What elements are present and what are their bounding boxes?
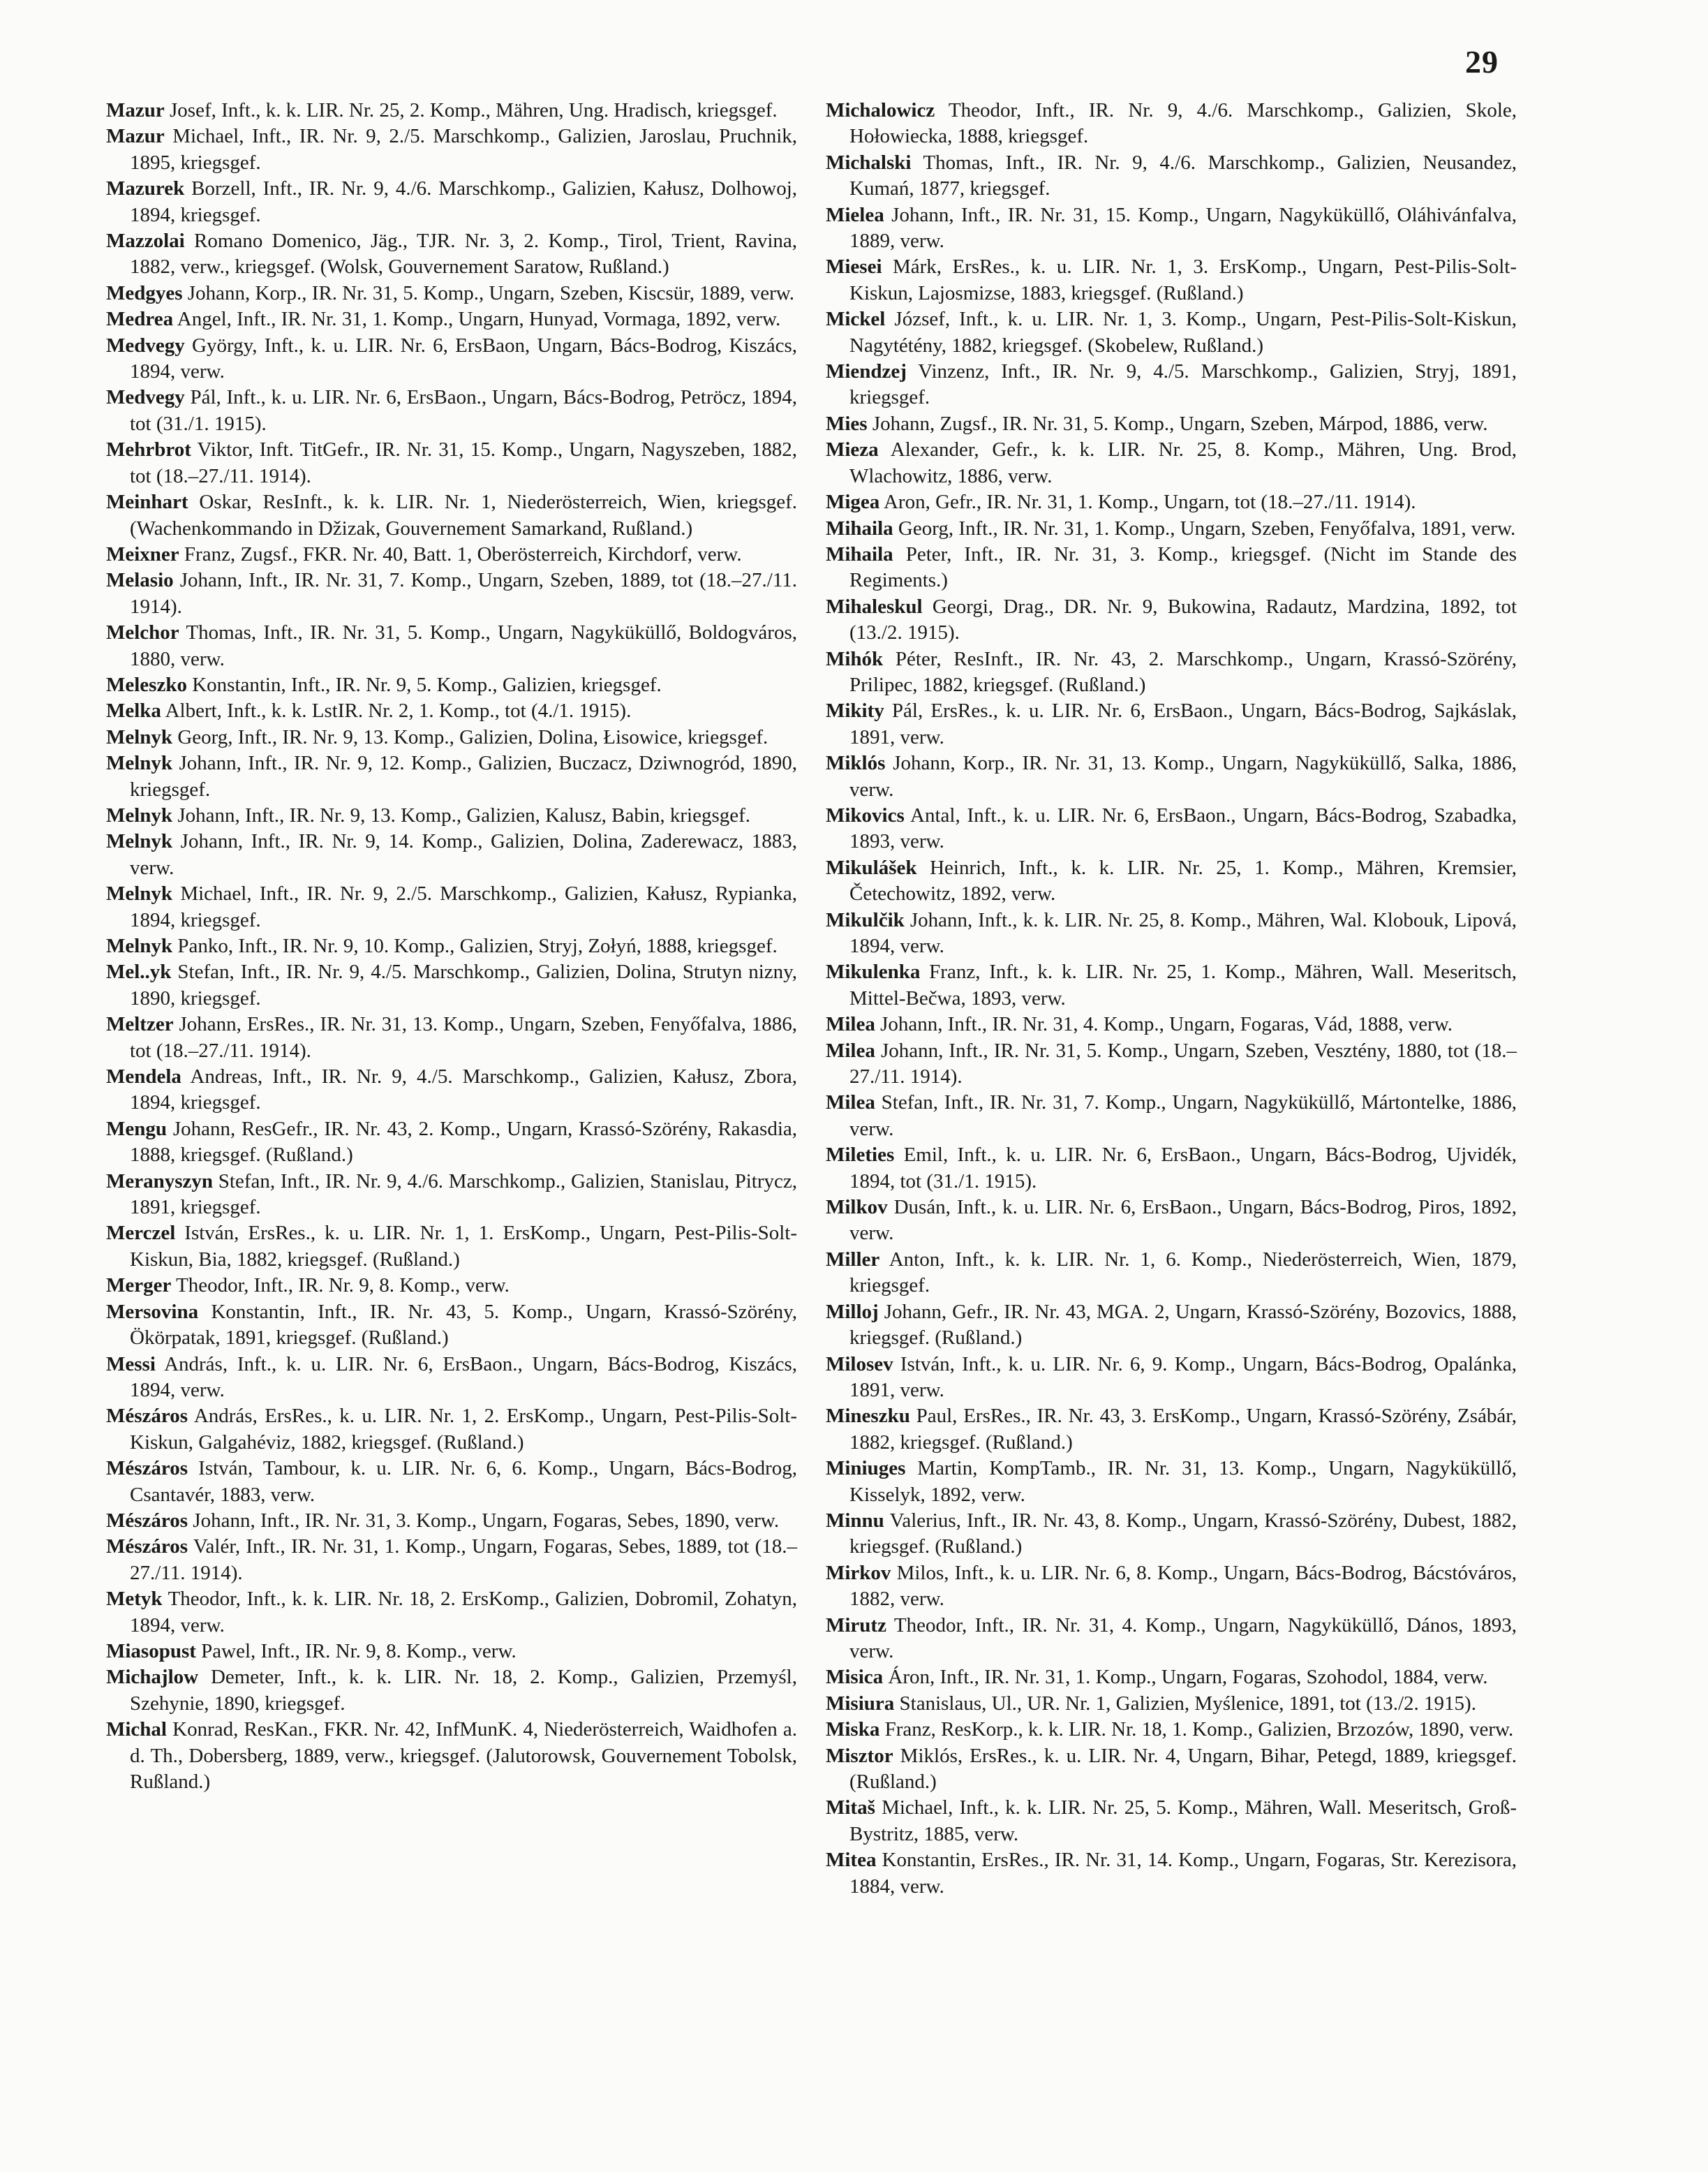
entry-details: Theodor, Inft., IR. Nr. 31, 4. Komp., Ungarn, Nagyküküllő, Dános, 1893, verw.: [849, 1613, 1517, 1662]
entry-details: Johann, Gefr., IR. Nr. 43, MGA. 2, Ungarn, Krassó-Szörény, Bozovics, 1888, kriegsgef. (Rußland.): [849, 1300, 1517, 1350]
entry-details: Pál, ErsRes., k. u. LIR. Nr. 6, ErsBaon., Ungarn, Bács-Bodrog, Sajkáslak, 1891, verw.: [849, 700, 1517, 748]
entry-surname: Mickel: [826, 308, 886, 331]
list-entry: [106, 1352, 797, 1404]
entry-surname: Mihaleskul: [826, 595, 923, 618]
entry-surname: Mersovina: [106, 1300, 199, 1323]
entry-details: Paul, ErsRes., IR. Nr. 43, 3. ErsKomp., Ungarn, Krassó-Szörény, Zsábár, 1882, kriegsgef. (Rußland.): [849, 1405, 1517, 1454]
list-entry: [826, 254, 1517, 306]
entry-surname: Meranyszyn: [106, 1169, 214, 1192]
entry-surname: Migea: [826, 491, 880, 514]
entry-details: Konstantin, Inft., IR. Nr. 9, 5. Komp., Galizien, kriegsgef.: [192, 673, 662, 696]
entry-surname: Mitaš: [826, 1796, 875, 1819]
entry-details: Michael, Inft., IR. Nr. 9, 2./5. Marschkomp., Galizien, Jaroslau, Pruchnik, 1895, kriegsgef.: [130, 125, 798, 174]
list-entry: [826, 1847, 1517, 1900]
right-column: [826, 98, 1517, 1900]
list-entry: [106, 124, 797, 176]
entry-details: Borzell, Inft., IR. Nr. 9, 4./6. Marschkomp., Galizien, Kałusz, Dolhowoj, 1894, kriegsgef.: [130, 177, 798, 226]
entry-details: Aron, Gefr., IR. Nr. 31, 1. Komp., Ungarn, tot (18.–27./11. 1914).: [883, 491, 1416, 514]
list-entry: [106, 176, 797, 228]
entry-surname: Michalowicz: [826, 99, 935, 121]
entry-surname: Miklós: [826, 752, 886, 775]
list-entry: [826, 1664, 1517, 1690]
entry-details: Johann, Zugsf., IR. Nr. 31, 5. Komp., Ungarn, Szeben, Márpod, 1886, verw.: [872, 412, 1488, 435]
entry-surname: Merger: [106, 1274, 172, 1297]
entry-details: Stefan, Inft., IR. Nr. 9, 4./6. Marschkomp., Galizien, Stanislau, Pitrycz, 1891, kriegsgef.: [130, 1169, 797, 1219]
entry-details: Andreas, Inft., IR. Nr. 9, 4./5. Marschkomp., Galizien, Kałusz, Zbora, 1894, kriegsgef.: [130, 1065, 797, 1114]
list-entry: [826, 698, 1517, 751]
list-entry: [826, 306, 1517, 359]
entry-details: András, Inft., k. u. LIR. Nr. 6, ErsBaon., Ungarn, Bács-Bodrog, Kiszács, 1894, verw.: [130, 1352, 797, 1401]
entry-details: Konrad, ResKan., FKR. Nr. 42, InfMunK. 4, Niederösterreich, Waidhofen a. d. Th., Dobersberg, 1889, verw., kriegsgef. (Jalutorowsk, Gouvernement Tobolsk, Rußland.): [130, 1718, 798, 1793]
entry-details: Thomas, Inft., IR. Nr. 31, 5. Komp., Ungarn, Nagyküküllő, Boldogváros, 1880, verw.: [130, 621, 797, 670]
entry-details: Emil, Inft., k. u. LIR. Nr. 6, ErsBaon., Ungarn, Bács-Bodrog, Ujvidék, 1894, tot (31./1. 1915).: [849, 1144, 1517, 1192]
list-entry: [106, 803, 797, 829]
list-entry: [826, 150, 1517, 202]
list-entry: [106, 1116, 797, 1169]
entry-surname: Milloj: [826, 1300, 879, 1323]
entry-surname: Melnyk: [106, 935, 173, 957]
entry-surname: Meleszko: [106, 673, 187, 696]
entry-surname: Miendzej: [826, 360, 907, 383]
entry-surname: Mészáros: [106, 1509, 188, 1532]
list-entry: [826, 1691, 1517, 1717]
entry-details: Peter, Inft., IR. Nr. 31, 3. Komp., kriegsgef. (Nicht im Stande des Regiments.): [849, 542, 1517, 592]
list-entry: [106, 1220, 797, 1273]
entry-surname: Mészáros: [106, 1535, 188, 1558]
list-entry: [106, 1456, 797, 1508]
entry-surname: Mazur: [106, 99, 165, 121]
entry-details: Albert, Inft., k. k. LstIR. Nr. 2, 1. Komp., tot (4./1. 1915).: [165, 700, 632, 723]
list-entry: [106, 1064, 797, 1116]
entry-details: Miklós, ErsRes., k. u. LIR. Nr. 4, Ungarn, Bihar, Petegd, 1889, kriegsgef. (Rußland.): [849, 1744, 1517, 1793]
entry-surname: Mikulenka: [826, 961, 921, 984]
list-entry: [826, 1090, 1517, 1142]
entry-surname: Medrea: [106, 308, 174, 331]
entry-surname: Mazzolai: [106, 230, 185, 253]
entry-details: István, Tambour, k. u. LIR. Nr. 6, 6. Komp., Ungarn, Bács-Bodrog, Csantavér, 1883, verw.: [130, 1457, 797, 1506]
entry-surname: Miesei: [826, 256, 882, 279]
list-entry: [826, 803, 1517, 855]
entry-surname: Miska: [826, 1718, 880, 1741]
entry-details: Dusán, Inft., k. u. LIR. Nr. 6, ErsBaon., Ungarn, Bács-Bodrog, Piros, 1892, verw.: [849, 1196, 1517, 1245]
entry-details: Pawel, Inft., IR. Nr. 9, 8. Komp., verw.: [201, 1639, 517, 1662]
entry-surname: Milea: [826, 1091, 875, 1114]
entry-details: Péter, ResInft., IR. Nr. 43, 2. Marschkomp., Ungarn, Krassó-Szörény, Prilipec, 1882, kriegsgef. (Rußland.): [849, 647, 1517, 696]
list-entry: [826, 411, 1517, 437]
list-entry: [106, 1508, 797, 1534]
entry-details: Johann, Inft., IR. Nr. 9, 14. Komp., Galizien, Dolina, Zaderewacz, 1883, verw.: [130, 830, 798, 879]
list-entry: [826, 1795, 1517, 1847]
entry-surname: Minnu: [826, 1509, 884, 1532]
list-entry: [826, 1195, 1517, 1247]
entry-surname: Misiura: [826, 1692, 895, 1715]
entry-surname: Melnyk: [106, 752, 173, 775]
entry-details: Georg, Inft., IR. Nr. 31, 1. Komp., Ungarn, Szeben, Fenyőfalva, 1891, verw.: [898, 517, 1516, 540]
entry-details: Stefan, Inft., IR. Nr. 9, 4./5. Marschkomp., Galizien, Dolina, Strutyn nizny, 1890, kriegsgef.: [130, 961, 797, 1010]
entry-surname: Mendela: [106, 1065, 181, 1088]
list-entry: [106, 98, 797, 124]
list-entry: [826, 1613, 1517, 1665]
entry-surname: Melasio: [106, 569, 174, 592]
list-entry: [826, 98, 1517, 150]
entry-surname: Melchor: [106, 621, 179, 644]
list-entry: [106, 1169, 797, 1221]
list-entry: [106, 281, 797, 306]
list-entry: [826, 594, 1517, 647]
entry-details: Johann, Inft., IR. Nr. 31, 5. Komp., Ungarn, Szeben, Vesztény, 1880, tot (18.–27./11. 1914).: [849, 1039, 1517, 1088]
entry-surname: Medvegy: [106, 386, 185, 409]
list-entry: [826, 1352, 1517, 1404]
list-entry: [106, 620, 797, 672]
entry-surname: Mies: [826, 412, 868, 435]
list-entry: [106, 333, 797, 385]
entry-surname: Merczel: [106, 1222, 176, 1245]
list-entry: [106, 829, 797, 881]
entry-details: György, Inft., k. u. LIR. Nr. 6, ErsBaon, Ungarn, Bács-Bodrog, Kiszács, 1894, verw.: [130, 334, 797, 383]
entry-details: Michael, Inft., IR. Nr. 9, 2./5. Marschkomp., Galizien, Kałusz, Rypianka, 1894, kriegsgef.: [130, 882, 797, 931]
entry-details: Michael, Inft., k. k. LIR. Nr. 25, 5. Komp., Mähren, Wall. Meseritsch, Groß-Bystritz, 1885, verw.: [849, 1796, 1517, 1845]
entry-details: Alexander, Gefr., k. k. LIR. Nr. 25, 8. Komp., Mähren, Ung. Brod, Wlachowitz, 1886, verw.: [849, 438, 1517, 487]
entry-surname: Mazurek: [106, 177, 185, 200]
entry-surname: Mészáros: [106, 1457, 188, 1480]
list-entry: [826, 1403, 1517, 1456]
list-entry: [106, 228, 797, 281]
entry-surname: Michal: [106, 1718, 167, 1741]
entry-surname: Melka: [106, 700, 161, 723]
list-entry: [106, 1586, 797, 1639]
entry-details: Konstantin, Inft., IR. Nr. 43, 5. Komp., Ungarn, Krassó-Szörény, Ökörpatak, 1891, kriegsgef. (Rußland.): [130, 1300, 798, 1350]
entry-surname: Mileties: [826, 1144, 895, 1167]
entry-surname: Milkov: [826, 1196, 888, 1219]
entry-surname: Messi: [106, 1352, 156, 1375]
entry-details: Valerius, Inft., IR. Nr. 43, 8. Komp., Ungarn, Krassó-Szörény, Dubest, 1882, kriegsgef. (Rußland.): [849, 1509, 1517, 1558]
entry-details: Johann, Inft., IR. Nr. 31, 15. Komp., Ungarn, Nagyküküllő, Oláhivánfalva, 1889, verw.: [849, 203, 1517, 253]
entry-surname: Melnyk: [106, 830, 173, 853]
entry-surname: Mielea: [826, 203, 884, 226]
entry-details: Milos, Inft., k. u. LIR. Nr. 6, 8. Komp., Ungarn, Bács-Bodrog, Bácstóváros, 1882, verw.: [849, 1561, 1517, 1611]
entry-surname: Mikulčik: [826, 908, 905, 931]
entry-details: Viktor, Inft. TitGefr., IR. Nr. 31, 15. Komp., Ungarn, Nagyszeben, 1882, tot (18.–27./11. 1914).: [130, 438, 797, 487]
page-number: 29: [1465, 44, 1499, 80]
entry-details: Panko, Inft., IR. Nr. 9, 10. Komp., Galizien, Stryj, Zołyń, 1888, kriegsgef.: [177, 935, 778, 957]
entry-details: Anton, Inft., k. k. LIR. Nr. 1, 6. Komp., Niederösterreich, Wien, 1879, kriegsgef.: [849, 1248, 1517, 1297]
list-entry: [826, 647, 1517, 699]
list-entry: [106, 1664, 797, 1717]
list-entry: [826, 489, 1517, 515]
entry-details: Johann, Inft., IR. Nr. 9, 13. Komp., Galizien, Kalusz, Babin, kriegsgef.: [177, 804, 751, 827]
entry-details: Oskar, ResInft., k. k. LIR. Nr. 1, Niederösterreich, Wien, kriegsgef. (Wachenkommando in Džizak, Gouvernement Samarkand, Rußland.): [130, 491, 797, 540]
entry-surname: Mihaila: [826, 542, 893, 566]
entry-surname: Milea: [826, 1039, 875, 1062]
entry-details: Johann, ResGefr., IR. Nr. 43, 2. Komp., Ungarn, Krassó-Szörény, Rakasdia, 1888, kriegsgef. (Rußland.): [130, 1117, 798, 1167]
entry-surname: Misztor: [826, 1744, 893, 1767]
entry-surname: Medgyes: [106, 281, 183, 304]
entry-surname: Meltzer: [106, 1013, 174, 1036]
entry-details: Johann, Inft., k. k. LIR. Nr. 25, 8. Komp., Mähren, Wal. Klobouk, Lipová, 1894, verw.: [849, 908, 1517, 957]
entry-details: Antal, Inft., k. u. LIR. Nr. 6, ErsBaon., Ungarn, Bács-Bodrog, Szabadka, 1893, verw.: [849, 804, 1517, 853]
list-entry: [826, 1247, 1517, 1299]
entry-surname: Meinhart: [106, 491, 188, 514]
list-entry: [826, 751, 1517, 803]
entry-surname: Melnyk: [106, 804, 173, 827]
list-entry: [106, 881, 797, 933]
list-entry: [106, 568, 797, 620]
entry-details: Vinzenz, Inft., IR. Nr. 9, 4./5. Marschkomp., Galizien, Stryj, 1891, kriegsgef.: [849, 360, 1517, 409]
list-entry: [106, 1273, 797, 1299]
list-entry: [826, 1038, 1517, 1091]
entry-details: István, Inft., k. u. LIR. Nr. 6, 9. Komp., Ungarn, Bács-Bodrog, Opalánka, 1891, verw.: [849, 1352, 1517, 1401]
entry-surname: Mészáros: [106, 1405, 188, 1428]
entry-details: Josef, Inft., k. k. LIR. Nr. 25, 2. Komp., Mähren, Ung. Hradisch, kriegsgef.: [170, 99, 778, 121]
entry-surname: Miller: [826, 1248, 880, 1271]
entry-surname: Metyk: [106, 1588, 163, 1611]
entry-details: Georg, Inft., IR. Nr. 9, 13. Komp., Galizien, Dolina, Łisowice, kriegsgef.: [177, 725, 768, 748]
entry-details: Franz, ResKorp., k. k. LIR. Nr. 18, 1. Komp., Galizien, Brzozów, 1890, verw.: [884, 1718, 1514, 1741]
list-entry: [826, 908, 1517, 960]
entry-details: Pál, Inft., k. u. LIR. Nr. 6, ErsBaon., Ungarn, Bács-Bodrog, Petröcz, 1894, tot (31./1. 1915).: [130, 386, 797, 435]
list-entry: [826, 437, 1517, 489]
list-entry: [826, 1012, 1517, 1037]
entry-details: Márk, ErsRes., k. u. LIR. Nr. 1, 3. ErsKomp., Ungarn, Pest-Pilis-Solt-Kiskun, Lajosmizse, 1883, kriegsgef. (Rußland.): [849, 256, 1517, 304]
list-entry: [826, 1743, 1517, 1796]
list-entry: [106, 1403, 797, 1456]
entry-surname: Milea: [826, 1013, 875, 1036]
entry-details: Johann, Korp., IR. Nr. 31, 13. Komp., Ungarn, Nagyküküllő, Salka, 1886, verw.: [849, 752, 1517, 801]
entry-surname: Mikity: [826, 700, 884, 723]
entry-surname: Mirkov: [826, 1561, 891, 1584]
list-entry: [106, 437, 797, 489]
entry-surname: Michajlow: [106, 1666, 199, 1689]
entry-details: Konstantin, ErsRes., IR. Nr. 31, 14. Komp., Ungarn, Fogaras, Str. Kerezisora, 1884, verw.: [849, 1849, 1517, 1898]
list-entry: [106, 1639, 797, 1664]
entry-surname: Mineszku: [826, 1405, 910, 1428]
entry-details: Angel, Inft., IR. Nr. 31, 1. Komp., Ungarn, Hunyad, Vormaga, 1892, verw.: [177, 308, 781, 331]
entry-details: Martin, KompTamb., IR. Nr. 31, 13. Komp., Ungarn, Nagyküküllő, Kisselyk, 1892, verw.: [849, 1457, 1517, 1506]
entry-surname: Mitea: [826, 1849, 877, 1872]
list-entry: [826, 1142, 1517, 1195]
list-entry: [106, 306, 797, 332]
entry-details: Johann, ErsRes., IR. Nr. 31, 13. Komp., Ungarn, Szeben, Fenyőfalva, 1886, tot (18.–27./11. 1914).: [130, 1013, 797, 1062]
list-entry: [826, 359, 1517, 411]
entry-details: Johann, Inft., IR. Nr. 31, 3. Komp., Ungarn, Fogaras, Sebes, 1890, verw.: [193, 1509, 780, 1532]
entry-surname: Melnyk: [106, 725, 173, 748]
entry-details: József, Inft., k. u. LIR. Nr. 1, 3. Komp., Ungarn, Pest-Pilis-Solt-Kiskun, Nagytétény, 1882, kriegsgef. (Skobelew, Rußland.): [849, 308, 1517, 357]
entry-details: Johann, Inft., IR. Nr. 31, 7. Komp., Ungarn, Szeben, 1889, tot (18.–27./11. 1914).: [130, 569, 797, 618]
list-entry: [826, 1508, 1517, 1560]
list-entry: [106, 751, 797, 803]
list-entry: [106, 1012, 797, 1064]
list-entry: [106, 1717, 797, 1795]
list-entry: [106, 725, 797, 751]
entry-details: Theodor, Inft., IR. Nr. 9, 8. Komp., verw.: [176, 1274, 510, 1297]
entry-details: Theodor, Inft., k. k. LIR. Nr. 18, 2. ErsKomp., Galizien, Dobromil, Zohatyn, 1894, verw.: [130, 1588, 798, 1637]
entry-details: István, ErsRes., k. u. LIR. Nr. 1, 1. ErsKomp., Ungarn, Pest-Pilis-Solt-Kiskun, Bia, 1882, kriegsgef. (Rußland.): [130, 1222, 798, 1271]
entry-details: Romano Domenico, Jäg., TJR. Nr. 3, 2. Komp., Tirol, Trient, Ravina, 1882, verw., kriegsgef. (Wolsk, Gouvernement Saratow, Rußland.): [130, 230, 798, 279]
entry-details: Theodor, Inft., IR. Nr. 9, 4./6. Marschkomp., Galizien, Skole, Hołowiecka, 1888, kriegsgef.: [849, 99, 1517, 148]
entry-details: Demeter, Inft., k. k. LIR. Nr. 18, 2. Komp., Galizien, Przemyśl, Szehynie, 1890, kriegsgef.: [130, 1666, 797, 1715]
list-entry: [826, 855, 1517, 908]
entry-details: Thomas, Inft., IR. Nr. 9, 4./6. Marschkomp., Galizien, Neusandez, Kumań, 1877, kriegsgef.: [849, 151, 1517, 200]
list-entry: [106, 672, 797, 698]
entry-surname: Milosev: [826, 1352, 893, 1375]
entry-surname: Mirutz: [826, 1613, 886, 1637]
list-entry: [106, 385, 797, 437]
list-entry: [826, 1299, 1517, 1352]
entry-details: Heinrich, Inft., k. k. LIR. Nr. 25, 1. Komp., Mähren, Kremsier, Četechowitz, 1892, verw.: [849, 856, 1517, 906]
entry-surname: Michalski: [826, 151, 912, 174]
entry-surname: Misica: [826, 1666, 884, 1689]
entry-details: András, ErsRes., k. u. LIR. Nr. 1, 2. ErsKomp., Ungarn, Pest-Pilis-Solt-Kiskun, Galgahéviz, 1882, kriegsgef. (Rußland.): [130, 1405, 797, 1454]
entry-details: Georgi, Drag., DR. Nr. 9, Bukowina, Radautz, Mardzina, 1892, tot (13./2. 1915).: [849, 595, 1517, 644]
entry-surname: Mieza: [826, 438, 879, 461]
entry-details: Stanislaus, Ul., UR. Nr. 1, Galizien, Myślenice, 1891, tot (13./2. 1915).: [899, 1692, 1476, 1715]
list-entry: [826, 542, 1517, 594]
list-entry: [106, 542, 797, 568]
list-entry: [106, 933, 797, 959]
entry-details: Valér, Inft., IR. Nr. 31, 1. Komp., Ungarn, Fogaras, Sebes, 1889, tot (18.–27./11. 1914).: [130, 1535, 797, 1584]
list-entry: [826, 202, 1517, 255]
list-entry: [826, 1717, 1517, 1743]
entry-surname: Medvegy: [106, 334, 185, 357]
entry-surname: Mehrbrot: [106, 438, 191, 461]
entry-details: Franz, Zugsf., FKR. Nr. 40, Batt. 1, Oberösterreich, Kirchdorf, verw.: [184, 542, 742, 566]
entry-details: Franz, Inft., k. k. LIR. Nr. 25, 1. Komp., Mähren, Wall. Meseritsch, Mittel-Bečwa, 1893, verw.: [849, 961, 1517, 1010]
entry-surname: Mazur: [106, 125, 165, 148]
entry-surname: Miniuges: [826, 1457, 906, 1480]
list-entry: [106, 1299, 797, 1352]
entry-surname: Mihaila: [826, 517, 893, 540]
list-entry: [106, 489, 797, 542]
entry-surname: Meixner: [106, 542, 179, 566]
list-entry: [826, 1560, 1517, 1613]
entry-details: Johann, Inft., IR. Nr. 31, 4. Komp., Ungarn, Fogaras, Vád, 1888, verw.: [880, 1013, 1453, 1036]
entry-surname: Melnyk: [106, 882, 173, 906]
list-entry: [106, 698, 797, 724]
left-column: [106, 98, 797, 1795]
entry-details: Johann, Korp., IR. Nr. 31, 5. Komp., Ungarn, Szeben, Kiscsür, 1889, verw.: [187, 281, 795, 304]
entry-surname: Mihók: [826, 647, 884, 670]
list-entry: [106, 959, 797, 1012]
entry-surname: Miasopust: [106, 1639, 196, 1662]
entry-surname: Mengu: [106, 1117, 167, 1140]
list-entry: [826, 516, 1517, 542]
entry-surname: Mikovics: [826, 804, 905, 827]
entry-surname: Mikulášek: [826, 856, 917, 879]
list-entry: [826, 959, 1517, 1012]
entry-details: Stefan, Inft., IR. Nr. 31, 7. Komp., Ungarn, Nagyküküllő, Mártontelke, 1886, verw.: [849, 1091, 1517, 1140]
entry-surname: Mel..yk: [106, 961, 172, 984]
list-entry: [106, 1534, 797, 1586]
entry-details: Johann, Inft., IR. Nr. 9, 12. Komp., Galizien, Buczacz, Dziwnogród, 1890, kriegsgef.: [130, 752, 797, 801]
entry-details: Áron, Inft., IR. Nr. 31, 1. Komp., Ungarn, Fogaras, Szohodol, 1884, verw.: [888, 1666, 1488, 1689]
list-entry: [826, 1456, 1517, 1508]
